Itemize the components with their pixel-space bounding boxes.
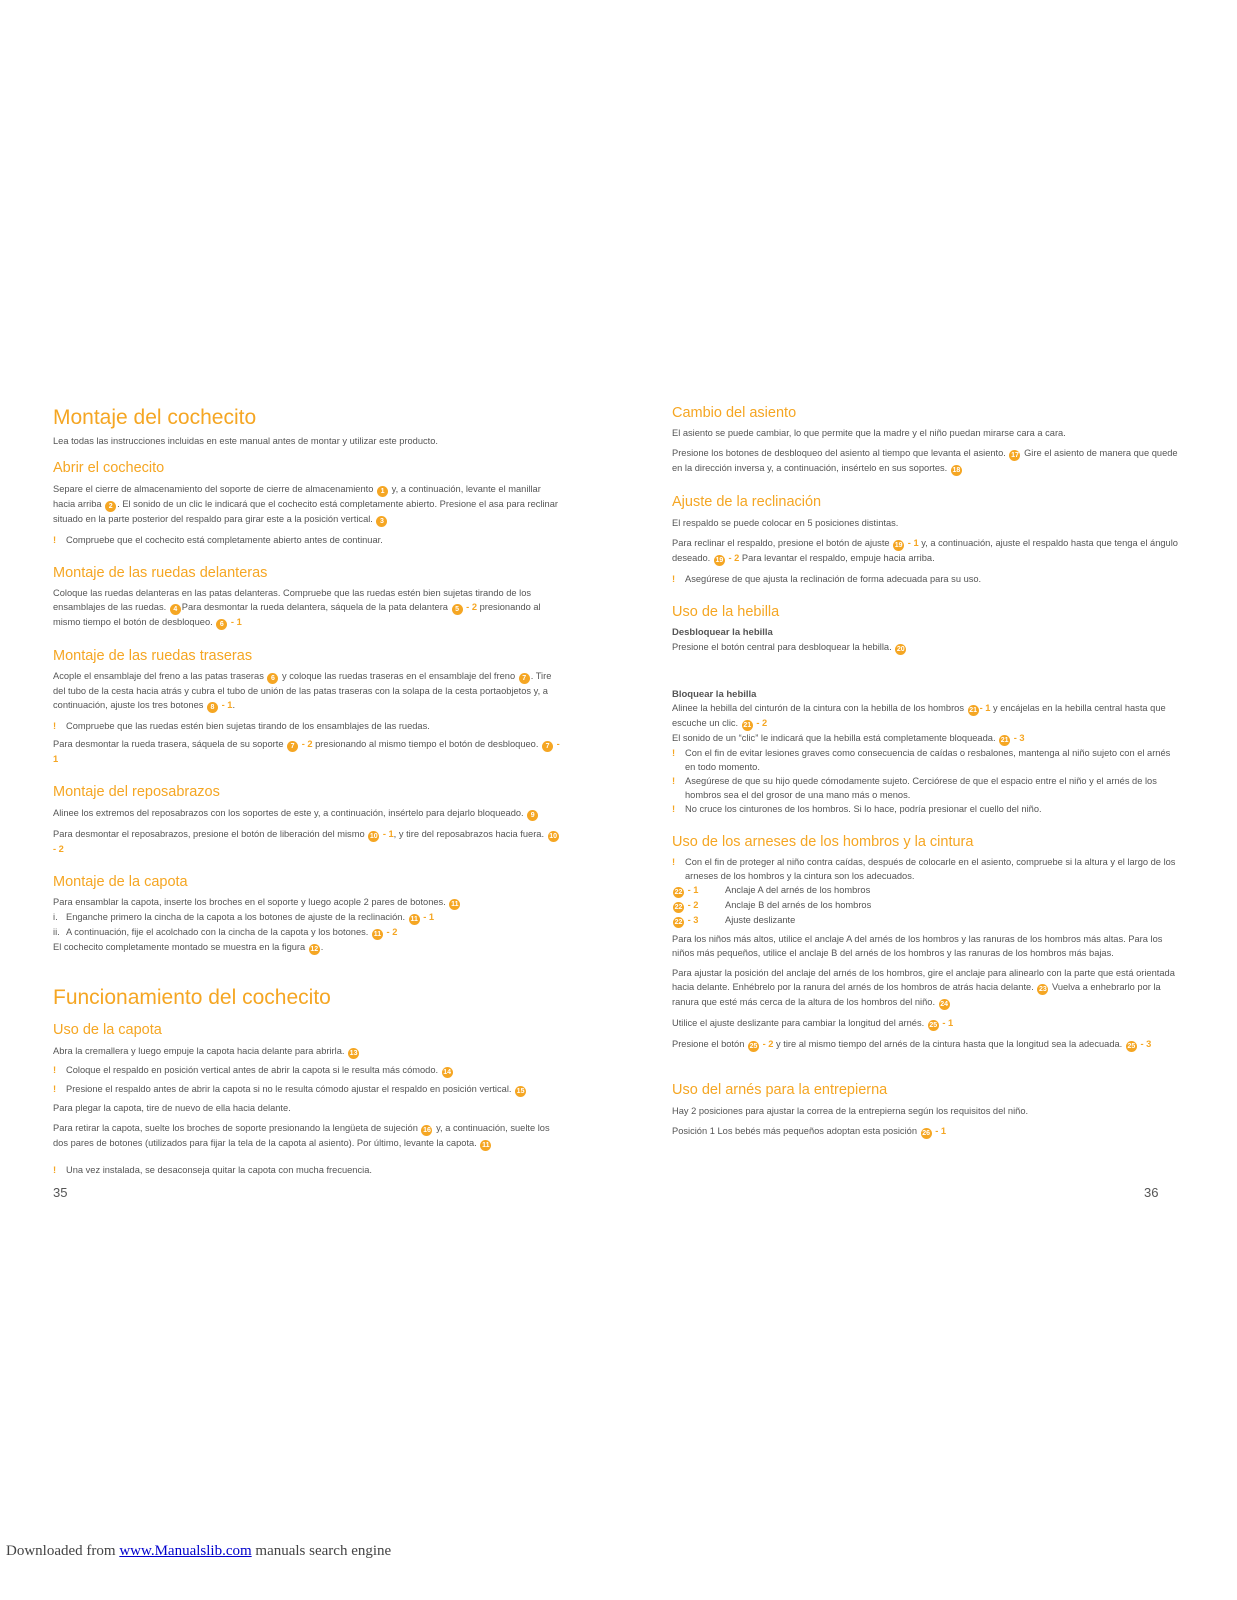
subheading-desbloquear: Desbloquear la hebilla (672, 627, 773, 639)
figure-badge: 11 (482, 1141, 490, 1149)
uso-capota-text: Abra la cremallera y luego empuje la capota hacia delante para abrirla. 13 (53, 1045, 358, 1057)
warning-icon: ! (672, 857, 676, 868)
section-title-montaje: Montaje del cochecito (53, 406, 257, 429)
figure-badge: 16 (423, 1126, 431, 1134)
figure-badge: 19 (894, 541, 903, 549)
cambio-text: El asiento se puede cambiar, lo que permite que la madre y el niño puedan mirarse cara a cara. (672, 428, 1066, 439)
warning-note: ! Compruebe que el cochecito está completamente abierto antes de continuar. (53, 534, 383, 545)
warning-note: ! Coloque el respaldo en posición vertical antes de abrir la capota si le resulta más cómodo. 14 (53, 1064, 452, 1076)
figure-badge: 7 (287, 741, 298, 752)
figure-badge: 22 (674, 919, 683, 927)
figure-badge: 4 (170, 604, 181, 615)
reclinacion-steps-text: Para reclinar el respaldo, presione el botón de ajuste 19 - 1 y, a continuación, ajuste el respaldo hasta que tenga el ángulo deseado. 19 - 2 Para levantar el respaldo, empuje hacia arriba. (672, 537, 1178, 564)
arneses-boton-text: Presione el botón 25 - 2 y tire al mismo tiempo del arnés de la cintura hasta que la longitud sea la adecuada. 25 - 3 (672, 1039, 1152, 1051)
bloquear-text: Alinee la hebilla del cinturón de la cintura con la hebilla de los hombros 21 - 1 y encájelas en la hebilla central hasta que escuche un clic. 21 - 2 (672, 702, 1166, 729)
page-number-right: 36 (1144, 1185, 1159, 1200)
figure-badge: 21 (969, 706, 977, 714)
arneses-ajuste-text: Para ajustar la posición del anclaje del arnés de los hombros, gire el anclaje para alinearlo con la parte que está orientada hacia delante. Enhébrelo por la ranura del arnés de los hombros de atrás hacia delante. 23 Vuelva a enhebrarlo por la ranura que esté más cerca de la altura de los hombros del niño. 24 (672, 968, 1175, 1009)
subheading-bloquear: Bloquear la hebilla (672, 688, 757, 700)
figure-badge: 24 (940, 1001, 949, 1009)
figure-badge: 23 (1038, 986, 1047, 994)
warning-note: ! Con el fin de evitar lesiones graves como consecuencia de caídas o resbalones, mantenga al niño sujeto con el arnés en todo momento. (672, 747, 1171, 772)
warning-icon: ! (53, 1083, 57, 1094)
warning-note: ! Con el fin de proteger al niño contra caídas, después de colocarle en el asiento, compruebe si la altura y el largo de los arneses de los hombros y la cintura son los adecuados. (672, 857, 1176, 882)
abrir-text: Separe el cierre de almacenamiento del soporte de cierre de almacenamiento 1 y, a continuación, levante el manillar hacia arriba 2 . El sonido de un clic le indicará que el cochecito está completamente abierto. Presione el asa para reclinar situado en la parte posterior del respaldo para girar este a la posición vertical. 3 (53, 483, 558, 525)
figure-badge: 25 (749, 1043, 758, 1051)
footer-prefix: Downloaded from (6, 1543, 116, 1559)
heading-cambio-asiento: Cambio del asiento (672, 405, 797, 421)
legend-label: Ajuste deslizante (725, 915, 796, 926)
figure-badge: 21 (1000, 736, 1009, 744)
capota-text: Para ensamblar la capota, inserte los broches en el soporte y luego acople 2 pares de botones. 11 (53, 897, 459, 909)
figure-badge: 22 (674, 904, 683, 912)
figure-badge: 20 (896, 645, 905, 653)
heading-arneses: Uso de los arneses de los hombros y la cintura (672, 833, 974, 850)
capota-step-i: i. Enganche primero la cincha de la capota a los botones de ajuste de la reclinación. 11 - 1 (53, 912, 435, 924)
figure-badge: 11 (373, 931, 382, 939)
figure-badge: 5 (452, 604, 463, 615)
warning-icon: ! (53, 721, 57, 732)
figure-badge: 11 (451, 901, 459, 909)
legend-row: 22 - 1 Anclaje A del arnés de los hombros (674, 885, 871, 897)
heading-ruedas-traseras: Montaje de las ruedas traseras (53, 647, 253, 664)
warning-icon: ! (672, 747, 676, 758)
footer-suffix: manuals search engine (255, 1543, 392, 1559)
manualslib-link[interactable]: www.Manualslib.com (119, 1543, 252, 1559)
section-title-funcionamiento: Funcionamiento del cochecito (53, 986, 331, 1010)
warning-note: ! Presione el respaldo antes de abrir la capota si no le resulta cómodo ajustar el respaldo en posición vertical. 15 (53, 1083, 525, 1095)
legend-row: 22 - 2 Anclaje B del arnés de los hombros (674, 900, 872, 912)
warning-note: ! Asegúrese de que ajusta la reclinación de forma adecuada para su uso. (672, 573, 982, 584)
plegar-capota-text: Para plegar la capota, tire de nuevo de ella hacia delante. (53, 1102, 291, 1113)
heading-reposabrazos: Montaje del reposabrazos (53, 784, 220, 801)
warning-icon: ! (672, 775, 676, 786)
heading-abrir: Abrir el cochecito (53, 460, 165, 477)
figure-badge: 3 (376, 516, 387, 527)
warning-icon: ! (672, 573, 676, 584)
figure-badge: 17 (1011, 452, 1019, 460)
warning-note: ! No cruce los cinturones de los hombros. Si lo hace, podría presionar el cuello del niño. (672, 803, 1042, 814)
traseras-text: Acople el ensamblaje del freno a las patas traseras 6 y coloque las ruedas traseras en el ensamblaje del freno 7 . Tire del tubo de la cesta hacia atrás y cubra el tubo de unión de las patas traseras con la solapa de la cesta portaobjetos y, a continuación, ajuste los tres botones 8 - 1. (53, 671, 552, 712)
figure-badge: 8 (207, 702, 218, 713)
figure-badge: 21 (743, 721, 752, 729)
figure-badge: 7 (542, 741, 553, 752)
figure-badge: 7 (519, 673, 530, 684)
figure-badge: 25 (929, 1022, 938, 1030)
reposabrazos-desmontar-text: Para desmontar el reposabrazos, presione el botón de liberación del mismo 10 - 1, y tire del reposabrazos hacia fuera. 10 - 2 (53, 828, 558, 854)
heading-uso-capota: Uso de la capota (53, 1022, 162, 1039)
reclinacion-text: El respaldo se puede colocar en 5 posiciones distintas. (672, 517, 899, 528)
legend-label: Anclaje A del arnés de los hombros (725, 885, 871, 896)
figure-badge: 6 (267, 673, 278, 684)
figure-badge: 9 (527, 810, 538, 821)
figure-badge: 19 (715, 556, 724, 564)
page-number-left: 35 (53, 1185, 68, 1200)
heading-reclinacion: Ajuste de la reclinación (672, 494, 822, 511)
figure-badge: 10 (549, 832, 558, 840)
intro-text: Lea todas las instrucciones incluidas en este manual antes de montar y utilizar este producto. (53, 436, 439, 447)
retirar-capota-text: Para retirar la capota, suelte los broches de soporte presionando la lengüeta de sujeción 16 y, a continuación, suelte los dos pares de botones (utilizados para fijar la tela de la capota al asiento). Por último, levante la capota. 11 (53, 1122, 550, 1149)
warning-icon: ! (53, 534, 57, 545)
delanteras-text: Coloque las ruedas delanteras en las patas delanteras. Compruebe que las ruedas estén bien sujetas tirando de los ensamblajes de las ruedas. 4 Para desmontar la rueda delantera, sáquela de la pata delantera 5 - 2 presionando al mismo tiempo el botón de desbloqueo. 6 - 1 (53, 587, 541, 628)
entrepierna-text: Hay 2 posiciones para ajustar la correa de la entrepierna según los requisitos del niño. (672, 1105, 1029, 1116)
warning-note: ! Compruebe que las ruedas estén bien sujetas tirando de los ensamblajes de las ruedas. (53, 721, 430, 732)
capota-step-ii: ii. A continuación, fije el acolchado con la cincha de la capota y los botones. 11 - 2 (53, 927, 398, 939)
figure-badge: 6 (216, 619, 227, 630)
figure-badge: 1 (377, 486, 388, 497)
heading-entrepierna: Uso del arnés para la entrepierna (672, 1082, 888, 1099)
download-footer (6, 1543, 391, 1560)
figure-badge: 15 (516, 1087, 525, 1095)
figure-badge: 13 (349, 1049, 358, 1057)
figure-badge: 14 (443, 1068, 452, 1076)
legend-label: Anclaje B del arnés de los hombros (725, 900, 872, 911)
arneses-text: Para los niños más altos, utilice el anclaje A del arnés de los hombros y las ranuras de los hombros más altas. Para los niños más pequeños, utilice el anclaje B del arnés de los hombros y las ranuras de los hombros más bajas. (672, 934, 1163, 959)
figure-badge: 18 (952, 467, 961, 475)
left-page (53, 405, 563, 1177)
figure-badge: 11 (410, 916, 418, 924)
legend-row: 22 - 3 Ajuste deslizante (674, 915, 796, 927)
figure-badge: 12 (310, 946, 319, 954)
warning-note: ! Una vez instalada, se desaconseja quitar la capota con mucha frecuencia. (53, 1164, 372, 1175)
reposabrazos-text: Alinee los extremos del reposabrazos con los soportes de este y, a continuación, insértelo para dejarlo bloqueado. 9 (53, 806, 563, 821)
figure-badge: 25 (1127, 1043, 1136, 1051)
entrepierna-posicion-text: Posición 1 Los bebés más pequeños adoptan esta posición 26 - 1 (672, 1125, 947, 1137)
figure-badge: 2 (105, 501, 116, 512)
figure-badge: 22 (674, 889, 683, 897)
traseras-desmontar-text: Para desmontar la rueda trasera, sáquela de su soporte 7 - 2 presionando al mismo tiempo el botón de desbloqueo. 7 - 1 (53, 739, 560, 765)
heading-hebilla: Uso de la hebilla (672, 603, 780, 620)
heading-capota: Montaje de la capota (53, 873, 188, 890)
heading-ruedas-delanteras: Montaje de las ruedas delanteras (53, 564, 268, 581)
arneses-deslizante-text: Utilice el ajuste deslizante para cambiar la longitud del arnés. 25 - 1 (672, 1018, 954, 1030)
figure-badge: 26 (922, 1129, 930, 1137)
right-page (672, 405, 1182, 1139)
cambio-steps-text: Presione los botones de desbloqueo del asiento al tiempo que levanta el asiento. 17 Gire el asiento de manera que quede en la dirección inversa y, a continuación, insértelo en sus soportes. 18 (672, 448, 1178, 475)
capota-figura-text: El cochecito completamente montado se muestra en la figura 12 . (53, 942, 324, 954)
warning-icon: ! (53, 1164, 57, 1175)
figure-badge: 10 (369, 832, 378, 840)
warning-icon: ! (672, 803, 676, 814)
bloquear-clic-text: El sonido de un “clic” le indicará que la hebilla está completamente bloqueada. 21 - 3 (672, 732, 1025, 744)
desbloquear-text: Presione el botón central para desbloquear la hebilla. 20 (672, 641, 905, 653)
warning-note: ! Asegúrese de que su hijo quede cómodamente sujeto. Cerciórese de que el espacio entre el niño y el arnés de los hombros sea el del grosor de una mano más o menos. (672, 775, 1157, 800)
warning-icon: ! (53, 1064, 57, 1075)
